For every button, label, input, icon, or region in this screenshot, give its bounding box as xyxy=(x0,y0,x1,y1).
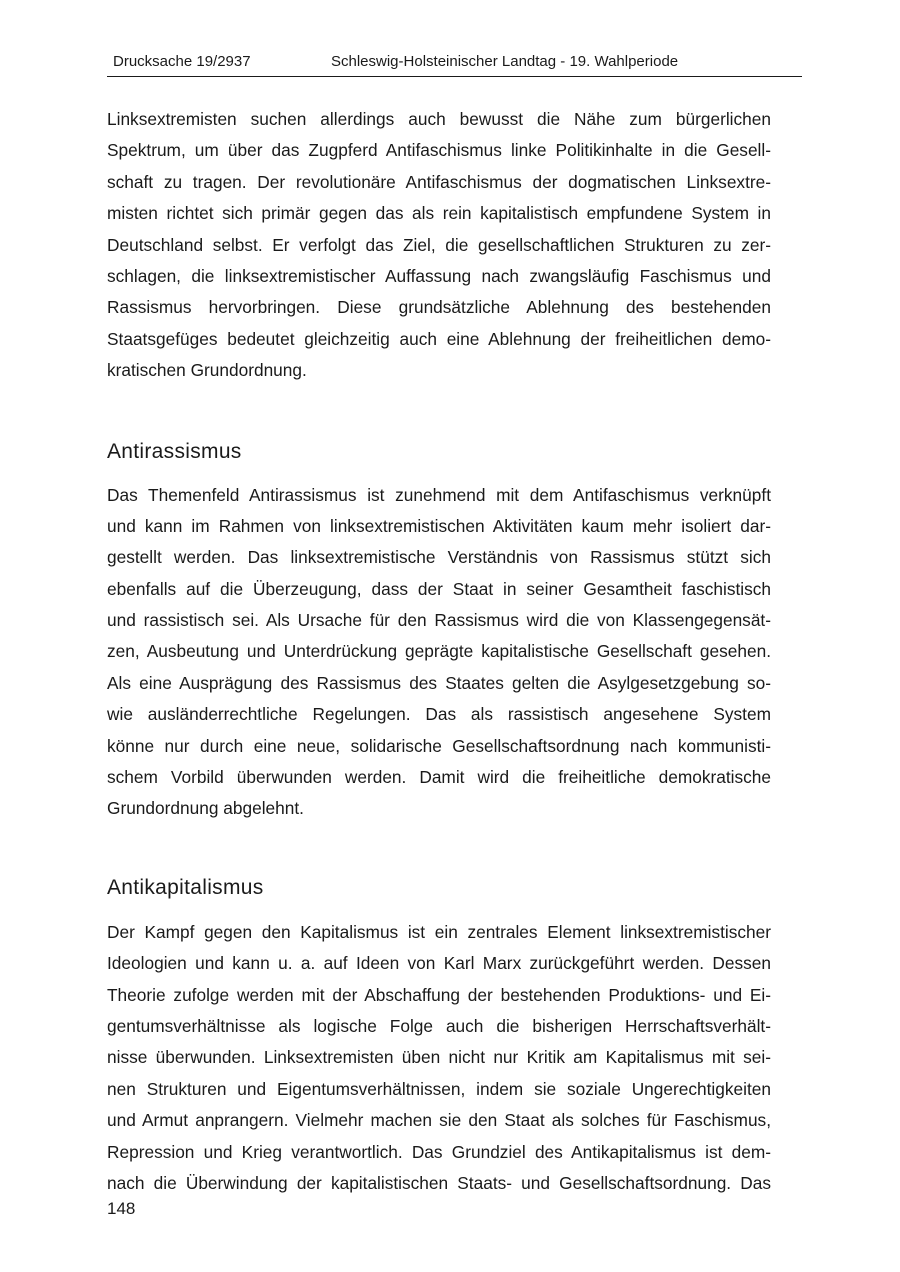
heading-antikapitalismus: Antikapitalismus xyxy=(107,875,264,899)
heading-antirassismus: Antirassismus xyxy=(107,439,242,463)
text-line: nach die Überwindung der kapitalistischen Staats- und Gesellschaftsordnung. Das xyxy=(107,1172,771,1193)
document-number: Drucksache 19/2937 xyxy=(113,53,251,70)
text-line: Rassismus hervorbringen. Diese grundsätzliche Ablehnung des bestehenden xyxy=(107,297,771,318)
text-line: und kann im Rahmen von linksextremistischen Aktivitäten kaum mehr isoliert dar- xyxy=(107,515,771,536)
text-line: Als eine Ausprägung des Rassismus des Staates gelten die Asylgesetzgebung so- xyxy=(107,672,771,693)
text-line: Grundordnung abgelehnt. xyxy=(107,798,304,819)
text-line: misten richtet sich primär gegen das als rein kapitalistisch empfundene System in xyxy=(107,203,771,224)
text-line: schaft zu tragen. Der revolutionäre Antifaschismus der dogmatischen Linksextre- xyxy=(107,171,771,192)
text-line: Deutschland selbst. Er verfolgt das Ziel, die gesellschaftlichen Strukturen zu zer- xyxy=(107,234,771,255)
text-line: schlagen, die linksextremistischer Auffassung nach zwangsläufig Faschismus und xyxy=(107,265,771,286)
text-line: Repression und Krieg verantwortlich. Das Grundziel des Antikapitalismus ist dem- xyxy=(107,1141,771,1162)
text-line: und rassistisch sei. Als Ursache für den Rassismus wird die von Klassengegensät- xyxy=(107,610,771,631)
text-line: Spektrum, um über das Zugpferd Antifaschismus linke Politikinhalte in die Gesell- xyxy=(107,140,771,161)
text-line: schem Vorbild überwunden werden. Damit wird die freiheitliche demokratische xyxy=(107,767,771,788)
text-line: ebenfalls auf die Überzeugung, dass der Staat in seiner Gesamtheit faschistisch xyxy=(107,578,771,599)
page-header xyxy=(107,52,802,77)
text-line: zen, Ausbeutung und Unterdrückung geprägte kapitalistische Gesellschaft gesehen. xyxy=(107,641,771,662)
text-line: Linksextremisten suchen allerdings auch bewusst die Nähe zum bürgerlichen xyxy=(107,109,771,129)
page-number: 148 xyxy=(107,1199,136,1218)
text-line: kratischen Grundordnung. xyxy=(107,360,307,381)
paragraph-antirassismus xyxy=(107,480,771,825)
text-line: Theorie zufolge werden mit der Abschaffung der bestehenden Produktions- und Ei- xyxy=(107,984,771,1005)
text-line: Staatsgefüges bedeutet gleichzeitig auch eine Ablehnung der freiheitlichen demo- xyxy=(107,328,771,349)
text-line: gestellt werden. Das linksextremistische Verständnis von Rassismus stützt sich xyxy=(107,547,771,568)
paragraph-intro xyxy=(107,104,771,387)
text-line: Ideologien und kann u. a. auf Ideen von Karl Marx zurückgeführt werden. Dessen xyxy=(107,953,771,974)
paragraph-antikapitalismus xyxy=(107,917,771,1200)
text-line: gentumsverhältnisse als logische Folge auch die bisherigen Herrschaftsverhält- xyxy=(107,1015,771,1036)
parliament-label: Schleswig-Holsteinischer Landtag - 19. Wahlperiode xyxy=(331,53,679,70)
text-line: nisse überwunden. Linksextremisten üben nicht nur Kritik am Kapitalismus mit sei- xyxy=(107,1047,771,1068)
text-line: Der Kampf gegen den Kapitalismus ist ein zentrales Element linksextremistischer xyxy=(107,921,771,942)
text-line: könne nur durch eine neue, solidarische Gesellschaftsordnung nach kommunisti- xyxy=(107,735,771,756)
text-line: wie ausländerrechtliche Regelungen. Das als rassistisch angesehene System xyxy=(107,704,771,725)
text-line: und Armut anprangern. Vielmehr machen sie den Staat als solches für Faschismus, xyxy=(107,1110,771,1131)
page-content xyxy=(107,104,771,1199)
text-line: nen Strukturen und Eigentumsverhältnissen, indem sie soziale Ungerechtigkeiten xyxy=(107,1078,771,1099)
text-line: Das Themenfeld Antirassismus ist zunehmend mit dem Antifaschismus verknüpft xyxy=(107,484,771,505)
